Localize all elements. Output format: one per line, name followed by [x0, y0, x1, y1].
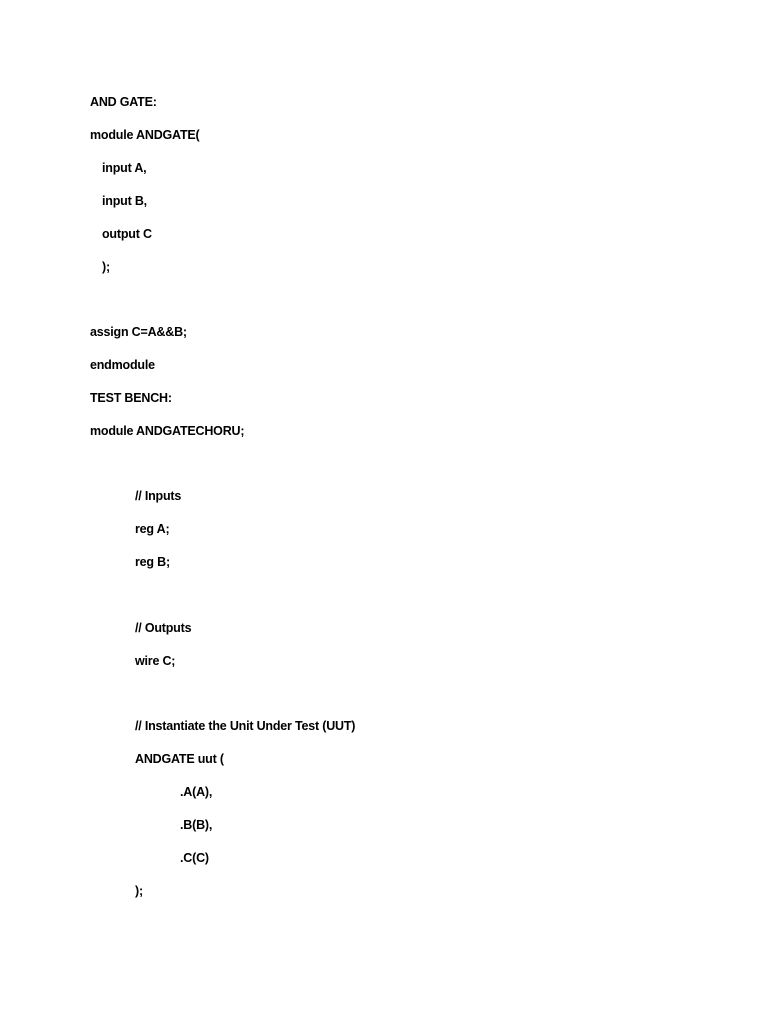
- code-line-reg-b: reg B;: [135, 555, 170, 569]
- code-comment-outputs: // Outputs: [135, 621, 192, 635]
- code-line-reg-a: reg A;: [135, 522, 170, 536]
- code-line-input-a: input A,: [102, 161, 147, 175]
- code-line-instance-close: );: [135, 884, 143, 898]
- code-line-testbench-module: module ANDGATECHORU;: [90, 424, 245, 438]
- heading-test-bench: TEST BENCH:: [90, 391, 172, 405]
- code-line-port-a: .A(A),: [180, 785, 213, 799]
- code-line-input-b: input B,: [102, 194, 147, 208]
- code-line-port-close: );: [102, 260, 110, 274]
- code-line-output-c: output C: [102, 227, 152, 241]
- heading-and-gate: AND GATE:: [90, 95, 157, 109]
- code-line-assign: assign C=A&&B;: [90, 325, 187, 339]
- code-comment-instantiate: // Instantiate the Unit Under Test (UUT): [135, 719, 356, 733]
- code-line-port-c: .C(C): [180, 851, 209, 865]
- code-line-uut-instance: ANDGATE uut (: [135, 752, 224, 766]
- code-line-module-declaration: module ANDGATE(: [90, 128, 200, 142]
- code-line-wire-c: wire C;: [135, 654, 176, 668]
- code-line-port-b: .B(B),: [180, 818, 213, 832]
- code-line-endmodule: endmodule: [90, 358, 155, 372]
- code-comment-inputs: // Inputs: [135, 489, 182, 503]
